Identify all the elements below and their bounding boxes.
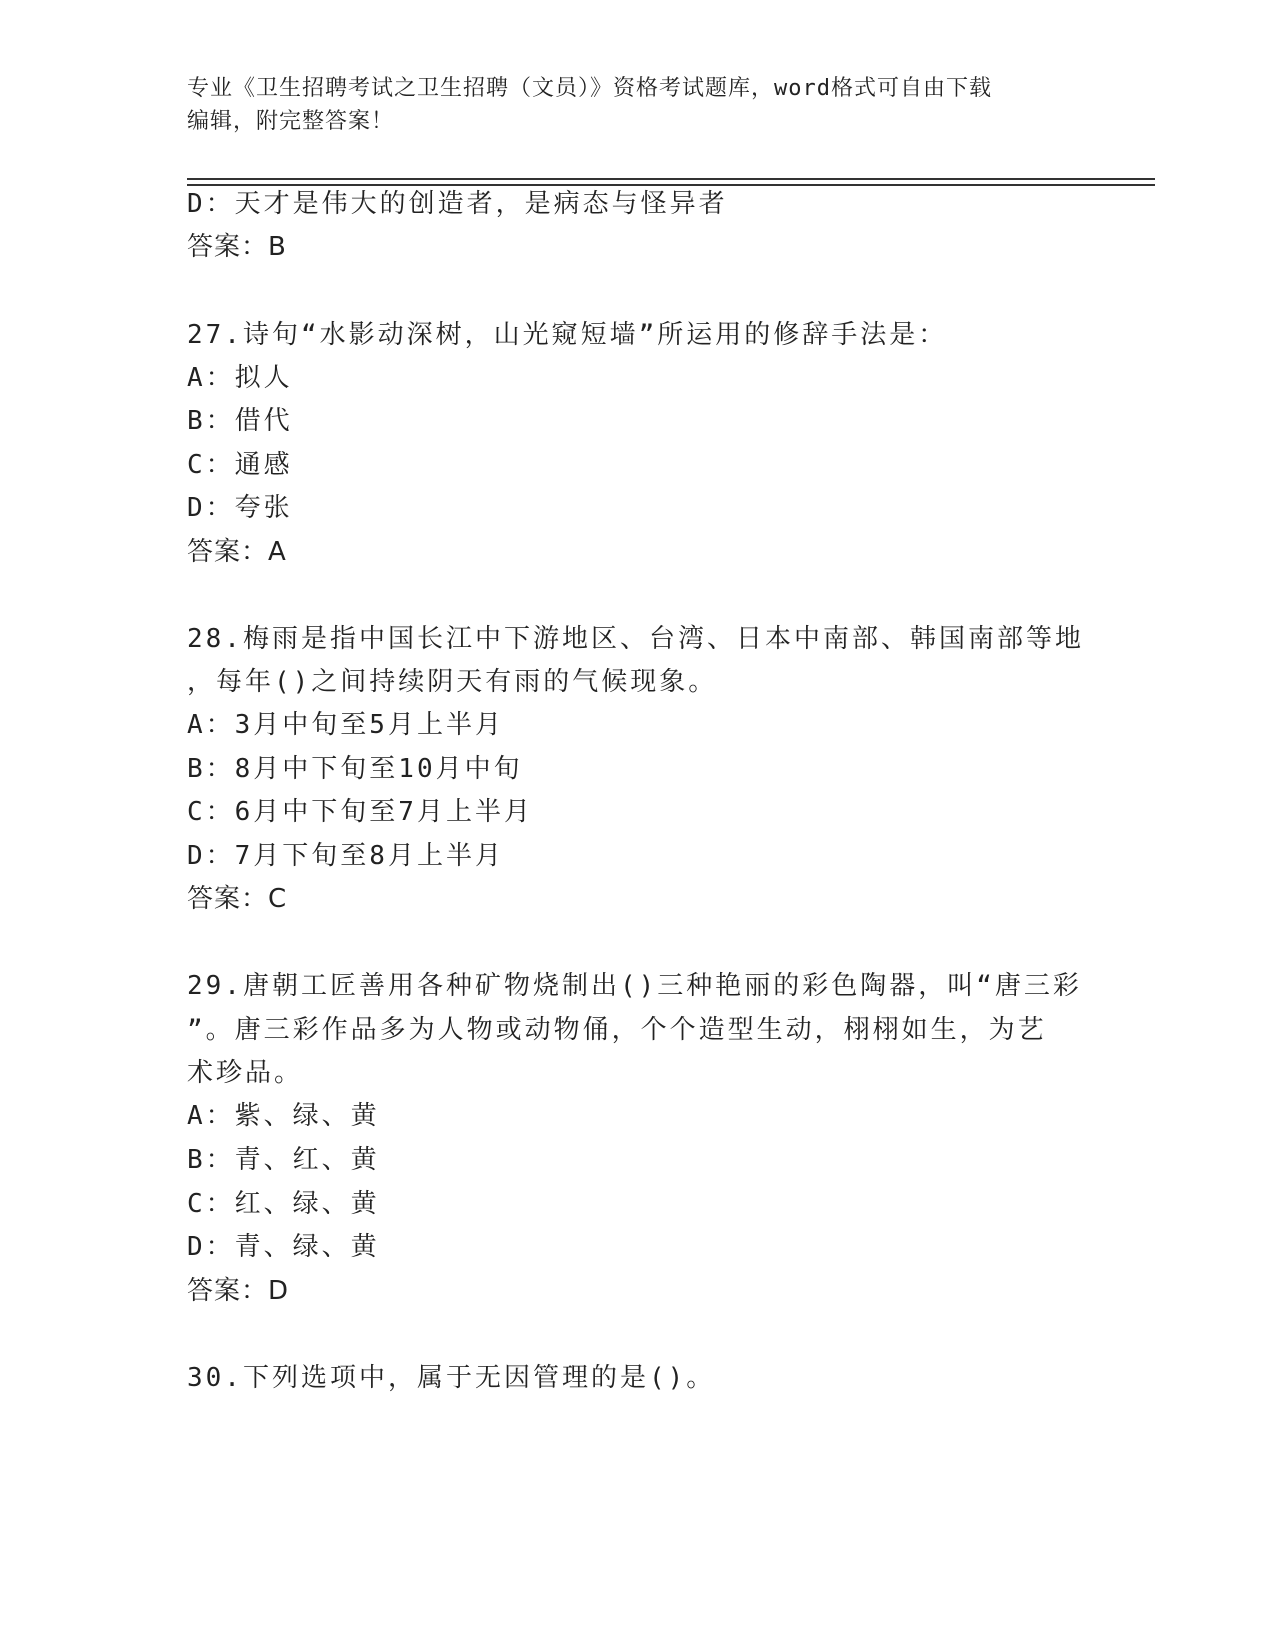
question-29-stem-line-3: 术珍品。 [187, 1058, 304, 1088]
question-27-option-a: A：拟人 [187, 363, 293, 393]
question-27-option-c: C：通感 [187, 450, 293, 480]
question-28-stem-line-2: ，每年()之间持续阴天有雨的气候现象。 [187, 667, 718, 697]
question-30-stem: 30.下列选项中，属于无因管理的是()。 [187, 1363, 716, 1393]
question-28-answer: 答案：C [187, 884, 288, 914]
question-27-stem: 27.诗句“水影动深树，山光窥短墙”所运用的修辞手法是： [187, 320, 948, 350]
question-27-answer: 答案：A [187, 537, 287, 567]
question-29-option-b: B：青、红、黄 [187, 1145, 380, 1175]
question-29-option-a: A：紫、绿、黄 [187, 1101, 380, 1131]
answer: 答案：B [187, 232, 287, 262]
header-divider-top [187, 178, 1155, 180]
header-line-1: 专业《卫生招聘考试之卫生招聘（文员）》资格考试题库，word格式可自由下载 [187, 76, 992, 101]
question-29-stem-line-1: 29.唐朝工匠善用各种矿物烧制出()三种艳丽的彩色陶器，叫“唐三彩 [187, 971, 1082, 1001]
header-line-2: 编辑，附完整答案！ [187, 109, 395, 134]
header-divider-bottom [187, 184, 1155, 186]
question-29-answer: 答案：D [187, 1276, 290, 1306]
question-28-stem-line-1: 28.梅雨是指中国长江中下游地区、台湾、日本中南部、韩国南部等地 [187, 624, 1084, 654]
question-29-option-d: D：青、绿、黄 [187, 1232, 380, 1262]
question-27-option-b: B：借代 [187, 406, 293, 436]
document-header [187, 72, 1087, 138]
question-29-stem-line-2: ”。唐三彩作品多为人物或动物俑，个个造型生动，栩栩如生，为艺 [187, 1015, 1047, 1045]
question-29-option-c: C：红、绿、黄 [187, 1189, 380, 1219]
question-28-option-b: B：8月中下旬至10月中旬 [187, 754, 523, 784]
option-d: D：天才是伟大的创造者，是病态与怪异者 [187, 189, 728, 219]
question-28-option-d: D：7月下旬至8月上半月 [187, 841, 504, 871]
question-28-option-a: A：3月中旬至5月上半月 [187, 710, 504, 740]
question-27-option-d: D：夸张 [187, 493, 293, 523]
question-28-option-c: C：6月中下旬至7月上半月 [187, 797, 533, 827]
